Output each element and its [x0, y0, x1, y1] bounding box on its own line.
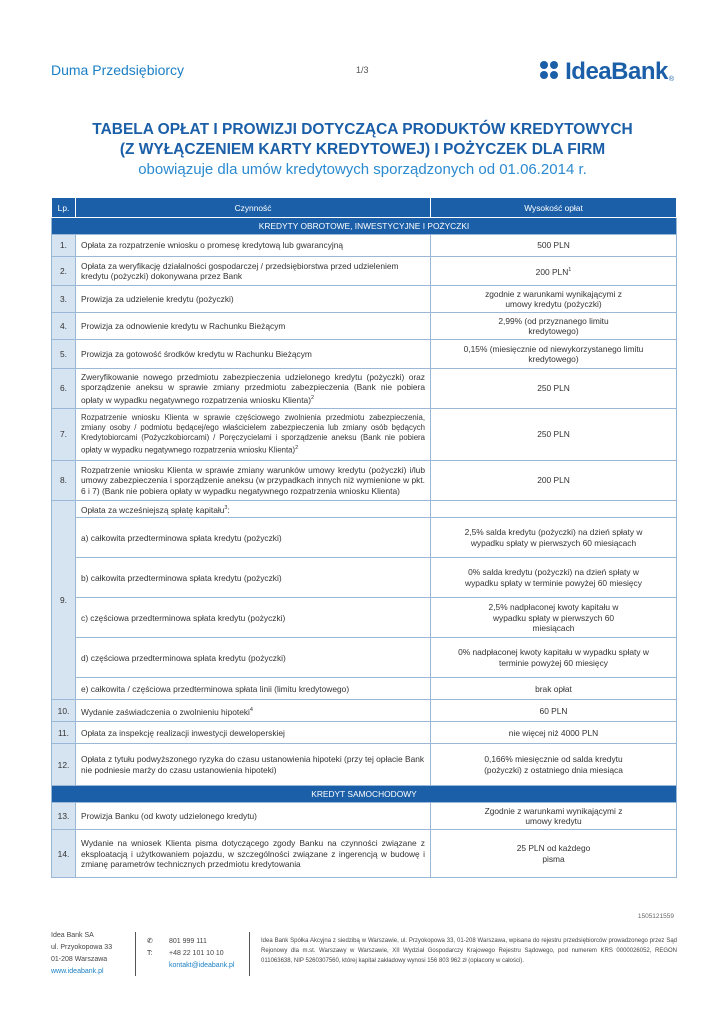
- row-activity: Opłata z tytułu podwyższonego ryzyka do czasu ustanowienia hipoteki (przy tej opłacie Bank nie podniesie marży do czasu ustanowienia hipoteki): [76, 744, 431, 786]
- table-row: [52, 409, 677, 461]
- subrow-activity: c) częściowa przedterminowa spłata kredytu (pożyczki): [76, 598, 431, 638]
- table-subrow: [52, 638, 677, 678]
- row-number: 12.: [52, 744, 76, 786]
- title-validity: obowiązuje dla umów kredytowych sporządzonych od 01.06.2014 r.: [138, 161, 587, 178]
- table-row: [52, 501, 677, 518]
- row-fee: 0,166% miesięcznie od salda kredytu (pożyczki) z ostatniego dnia miesiąca: [431, 744, 677, 786]
- table-row: [52, 286, 677, 313]
- subrow-fee: 0% salda kredytu (pożyczki) na dzień spłaty w wypadku spłaty w terminie powyżej 60 miesięcy: [431, 558, 677, 598]
- row-fee: 60 PLN: [431, 700, 677, 722]
- row-number: 5.: [52, 340, 76, 369]
- footer-city: 01-208 Warszawa: [51, 956, 108, 963]
- row-activity: Prowizja za odnowienie kredytu w Rachunku Bieżącym: [76, 313, 431, 340]
- table-row: [52, 830, 677, 878]
- tagline: Duma Przedsiębiorcy: [51, 62, 185, 78]
- row-activity: Opłata za weryfikację działalności gospodarczej / przedsiębiorstwa przed udzieleniem kredytu (pożyczki) dokonywana przez Bank: [76, 257, 431, 286]
- row-number: 7.: [52, 409, 76, 461]
- row-fee: 0,15% (miesięcznie od niewykorzystanego limitu kredytowego): [431, 340, 677, 369]
- logo-wordmark: IdeaBank: [565, 58, 668, 85]
- row-activity: Wydanie na wniosek Klienta pisma dotyczącego zgody Banku na czynności związane z eksploatacją i użytkowaniem pojazdu, w szczególności związane z ingerencją w budowę i zmianę parametrów technicznych przedmiotu kredytowania: [76, 830, 431, 878]
- fee-table: [51, 197, 677, 878]
- row-activity: Rozpatrzenie wniosku Klienta w sprawie częściowego zwolnienia przedmiotu zabezpieczenia, zmiany osoby / podmiotu będącej/ego właścicielem zabezpieczenia lub zmiany osób będących Kredytobiorcami (Pożyczkobiorcami) / Poręczycielami i sporządzenie aneksu (Bank nie pobiera opłaty w wypadku negatywnego rozpatrzenia wniosku Klienta)$^2$: [76, 409, 431, 461]
- table-subrow: [52, 678, 677, 700]
- row-fee: 250 PLN: [431, 409, 677, 461]
- logo-dots-icon: [540, 61, 562, 83]
- footer-divider: [249, 932, 250, 976]
- subrow-activity: d) częściowa przedterminowa spłata kredytu (pożyczki): [76, 638, 431, 678]
- table-subrow: [52, 518, 677, 558]
- subrow-fee: 2,5% salda kredytu (pożyczki) na dzień spłaty w wypadku spłaty w pierwszych 60 miesiącach: [431, 518, 677, 558]
- idea-bank-logo: [540, 58, 674, 86]
- row-activity: Prowizja za gotowość środków kredytu w Rachunku Bieżącym: [76, 340, 431, 369]
- subrow-fee: 0% nadpłaconej kwoty kapitału w wypadku spłaty w terminie powyżej 60 miesięcy: [431, 638, 677, 678]
- row-number: 10.: [52, 700, 76, 722]
- row-number: 6.: [52, 369, 76, 409]
- row-number: 13.: [52, 803, 76, 830]
- footer-legal-text: Idea Bank Spółka Akcyjna z siedzibą w Warszawie, ul. Przyokopowa 33, 01-208 Warszawa, wpisana do rejestru przedsiębiorców prowadzonego przez Sąd Rejonowy dla m.st. Warszawy w Warszawie, XII Wydział Gospodarczy Krajowego Rejestru Sądowego, pod numerem KRS 0000026052, REGON 011063638, NIP 5260307560, której kapitał zakładowy wynosi 156 803 962 zł (opłacony w całości).: [261, 938, 677, 964]
- row-number: 3.: [52, 286, 76, 313]
- row-activity: Opłata za wcześniejszą spłatę kapitału$^3$:: [76, 501, 431, 518]
- footer-website-link[interactable]: www.ideabank.pl: [51, 968, 104, 975]
- table-row: [52, 369, 677, 409]
- table-row: [52, 700, 677, 722]
- subrow-fee: 2,5% nadpłaconej kwoty kapitału w wypadku spłaty w pierwszych 60 miesiącach: [431, 598, 677, 638]
- row-activity: Wydanie zaświadczenia o zwolnieniu hipoteki$^4$: [76, 700, 431, 722]
- row-fee: 2,99% (od przyznanego limitu kredytowego): [431, 313, 677, 340]
- page-header: [51, 58, 674, 88]
- phone-icon: ✆: [147, 938, 153, 945]
- table-row: [52, 722, 677, 744]
- subrow-activity: a) całkowita przedterminowa spłata kredytu (pożyczki): [76, 518, 431, 558]
- row-fee: Zgodnie z warunkami wynikającymi z umowy kredytu: [431, 803, 677, 830]
- row-number: 9.: [52, 501, 76, 700]
- row-fee: nie więcej niż 4000 PLN: [431, 722, 677, 744]
- subrow-activity: e) całkowita / częściowa przedterminowa spłata linii (limitu kredytowego): [76, 678, 431, 700]
- section-heading: KREDYT SAMOCHODOWY: [52, 786, 677, 803]
- row-fee: 200 PLN: [431, 461, 677, 501]
- row-activity: Prowizja Banku (od kwoty udzielonego kredytu): [76, 803, 431, 830]
- table-row: [52, 803, 677, 830]
- header-fee: Wysokość opłat: [431, 198, 677, 218]
- table-header-row: [52, 198, 677, 218]
- document-title: [0, 120, 725, 180]
- row-activity: Opłata za rozpatrzenie wniosku o promesę kredytową lub gwarancyjną: [76, 235, 431, 257]
- table-subrow: [52, 598, 677, 638]
- row-number: 11.: [52, 722, 76, 744]
- footer-street: ul. Przyokopowa 33: [51, 944, 113, 951]
- footer-company: Idea Bank SA: [51, 932, 94, 939]
- row-fee: zgodnie z warunkami wynikającymi z umowy kredytu (pożyczki): [431, 286, 677, 313]
- row-activity: Rozpatrzenie wniosku Klienta w sprawie zmiany warunków umowy kredytu (pożyczki) i/lub umowy zabezpieczenia i sporządzenie aneksu (w przypadkach innych niż wymienione w pkt. 6 i 7) (Bank nie pobiera opłaty w wypadku negatywnego rozpatrzenia wniosku Klienta): [76, 461, 431, 501]
- footer-phone: +48 22 101 10 10: [169, 950, 224, 957]
- row-activity: Zweryfikowanie nowego przedmiotu zabezpieczenia udzielonego kredytu (pożyczki) oraz sporządzenie aneksu w sprawie zmiany przedmiotu zabezpieczenia (Bank nie pobiera opłaty w wypadku negatywnego rozpatrzenia wniosku Klienta)$^2$: [76, 369, 431, 409]
- document-number: 1505121559: [637, 913, 674, 920]
- row-number: 2.: [52, 257, 76, 286]
- footer-phone-hotline: 801 999 111: [169, 938, 207, 945]
- logo-registered-mark: ®: [668, 76, 674, 83]
- row-fee: 200 PLN$^1$: [431, 257, 677, 286]
- table-row: [52, 340, 677, 369]
- table-row: [52, 461, 677, 501]
- row-number: 8.: [52, 461, 76, 501]
- table-row: [52, 257, 677, 286]
- row-number: 14.: [52, 830, 76, 878]
- subrow-activity: b) całkowita przedterminowa spłata kredytu (pożyczki): [76, 558, 431, 598]
- title-line-2: (Z WYŁĄCZENIEM KARTY KREDYTOWEJ) I POŻYCZEK DLA FIRM: [119, 141, 606, 158]
- title-line-1: TABELA OPŁAT I PROWIZJI DOTYCZĄCA PRODUKTÓW KREDYTOWYCH: [92, 121, 633, 138]
- row-activity: Prowizja za udzielenie kredytu (pożyczki): [76, 286, 431, 313]
- section-heading: KREDYTY OBROTOWE, INWESTYCYJNE I POŻYCZKI: [52, 218, 677, 235]
- page-number: 1/3: [356, 65, 369, 75]
- subrow-fee: brak opłat: [431, 678, 677, 700]
- table-row: [52, 744, 677, 786]
- header-lp: Lp.: [52, 198, 76, 218]
- row-fee: 25 PLN od każdego pisma: [431, 830, 677, 878]
- footer-divider: [135, 932, 136, 976]
- row-fee: 500 PLN: [431, 235, 677, 257]
- header-activity: Czynność: [76, 198, 431, 218]
- row-fee: 250 PLN: [431, 369, 677, 409]
- footer-address: [51, 930, 131, 978]
- row-activity: Opłata za inspekcję realizacji inwestycji deweloperskiej: [76, 722, 431, 744]
- footer-contact: [147, 936, 257, 972]
- footer-phone-prefix: T:: [147, 950, 153, 957]
- table-row: [52, 235, 677, 257]
- footer-email-link[interactable]: kontakt@ideabank.pl: [169, 962, 235, 969]
- table-subrow: [52, 558, 677, 598]
- row-number: 1.: [52, 235, 76, 257]
- table-row: [52, 313, 677, 340]
- row-number: 4.: [52, 313, 76, 340]
